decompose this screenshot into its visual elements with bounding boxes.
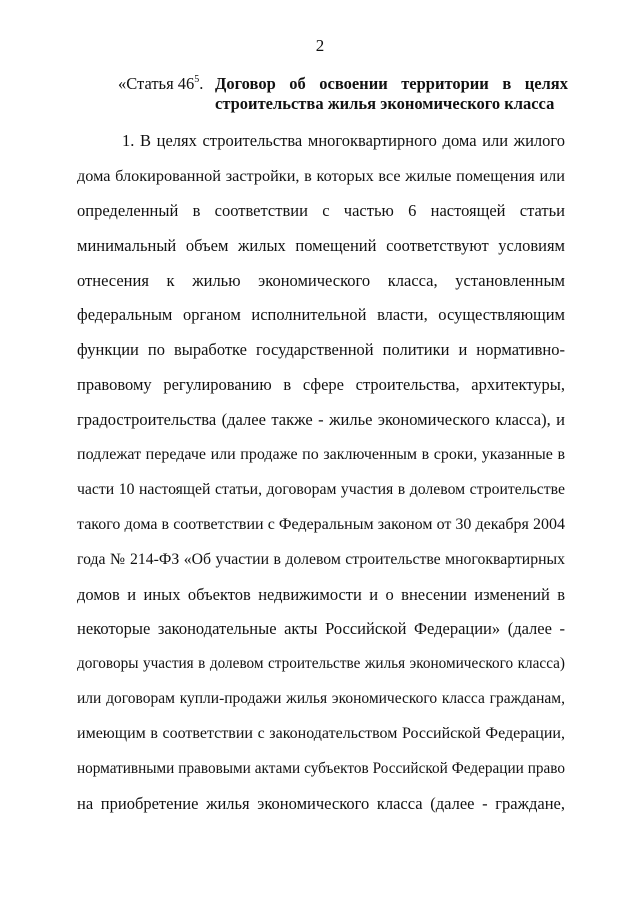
- body-line: имеющим в соответствии с законодательством Российской Федерации,: [77, 725, 565, 743]
- body-line: минимальный объем жилых помещений соответствуют условиям: [77, 235, 565, 255]
- body-line: или договорам купли-продажи жилья экономического класса гражданам,: [77, 690, 565, 708]
- body-line: 1. В целях строительства многоквартирного дома или жилого: [122, 131, 565, 150]
- article-title-line: Договор об освоении территории в целях: [215, 74, 568, 93]
- page-number: 2: [315, 36, 325, 55]
- article-title-line: строительства жилья экономического класса: [215, 94, 555, 113]
- article-title: [215, 74, 568, 114]
- article-label: [118, 74, 215, 114]
- body-line: отнесения к жилью экономического класса, установленным: [77, 270, 565, 290]
- body-line: дома блокированной застройки, в которых все жилые помещения или: [77, 166, 565, 185]
- body-line: правовому регулированию в сфере строительства, архитектуры,: [77, 375, 565, 395]
- body-line: года № 214-ФЗ «Об участии в долевом строительстве многоквартирных: [77, 550, 565, 568]
- article-label-main: «Статья 46: [118, 74, 195, 93]
- body-line: домов и иных объектов недвижимости и о внесении изменений в: [77, 584, 565, 604]
- body-line: такого дома в соответствии с Федеральным законом от 30 декабря 2004: [77, 515, 565, 533]
- article-label-superscript: 5: [194, 74, 200, 85]
- body-line: нормативными правовыми актами субъектов Российской Федерации право: [77, 760, 565, 778]
- article-heading: [118, 74, 568, 114]
- body-line: на приобретение жилья экономического класса (далее - граждане,: [77, 793, 565, 813]
- body-line: федеральным органом исполнительной власти, осуществляющим: [77, 305, 565, 325]
- body-line: функции по выработке государственной политики и нормативно-: [77, 340, 565, 360]
- body-line: договоры участия в долевом строительстве жилья экономического класса): [77, 655, 565, 673]
- article-body: [77, 124, 565, 822]
- body-line: некоторые законодательные акты Российской Федерации» (далее -: [77, 619, 565, 639]
- body-line: части 10 настоящей статьи, договорам участия в долевом строительстве: [77, 480, 565, 498]
- body-line: подлежат передаче или продаже по заключенным в сроки, указанные в: [77, 446, 565, 464]
- body-line: определенный в соответствии с частью 6 настоящей статьи: [77, 200, 565, 220]
- body-line: градостроительства (далее также - жилье экономического класса), и: [77, 410, 565, 430]
- article-label-period: .: [199, 74, 204, 93]
